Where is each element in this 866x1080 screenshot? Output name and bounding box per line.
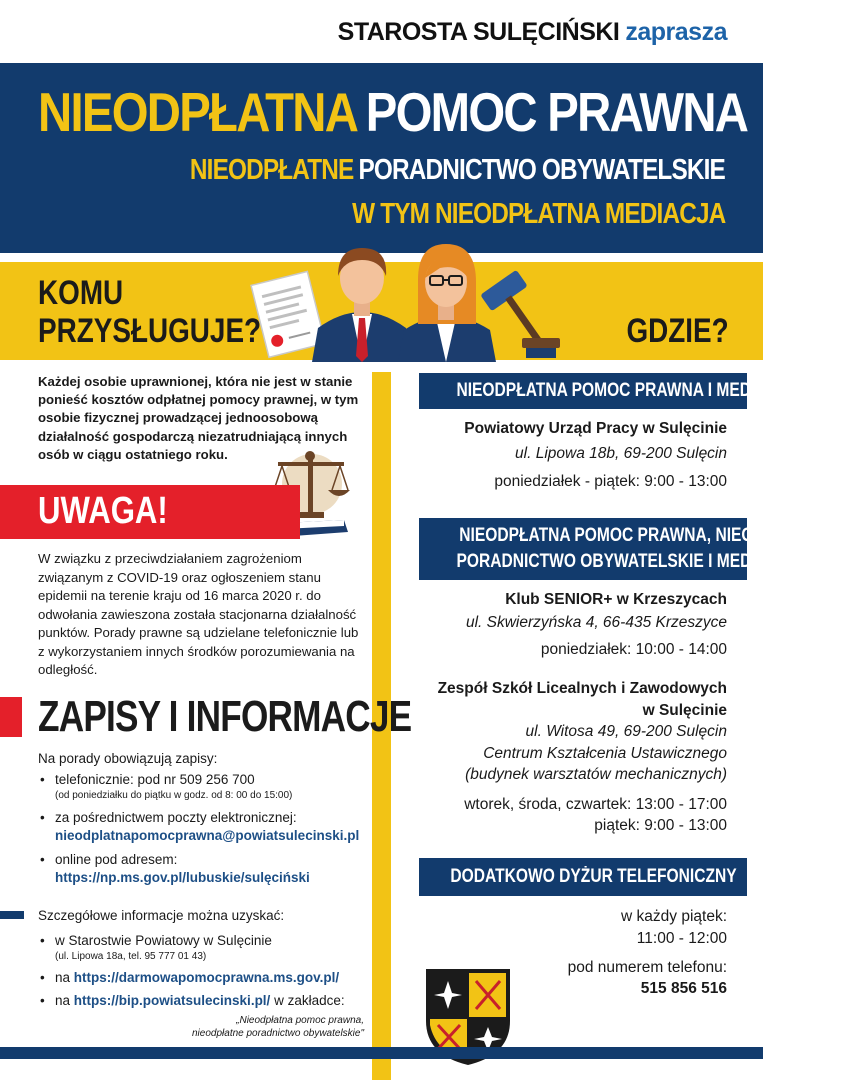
- phone-duty-time: 11:00 - 12:00: [636, 930, 727, 947]
- list-item: [38, 809, 378, 845]
- signup-list: [38, 771, 378, 893]
- eligibility-text: Każdej osobie uprawnionej, która nie jest w stanie ponieść kosztów odpłatnej pomocy prawnej, w tym osobie fizycznej prowadzącej jednoosobową działalność gospodarczą niezatrudniającą innych osób w ciągu ostatniego roku.: [38, 374, 359, 462]
- main-title: [38, 80, 747, 144]
- location-hours: wtorek, środa, czwartek: 13:00 - 17:00: [464, 796, 727, 813]
- info-office: w Starostwie Powiatowy w Sulęcinie: [55, 933, 272, 948]
- phone-duty-number-label: pod numerem telefonu:: [567, 959, 727, 976]
- location-section-label: PORADNICTWO OBYWATELSKIE I MEDIACJA: [456, 551, 799, 572]
- lawyers-illustration-icon: [240, 238, 560, 362]
- bip-tab-note: [150, 1014, 364, 1040]
- location-address: ul. Lipowa 18b, 69-200 Sulęcin: [515, 445, 727, 462]
- info-bip-link[interactable]: https://bip.powiatsulecinski.pl/: [73, 993, 271, 1008]
- main-title-yellow: NIEODPŁATNA: [38, 81, 358, 143]
- location-hours: piątek: 9:00 - 13:00: [594, 817, 727, 834]
- signup-email-label: za pośrednictwem poczty elektronicznej:: [55, 810, 297, 825]
- info-prefix: na: [55, 993, 71, 1008]
- location-name: Zespół Szkół Licealnych i Zawodowych: [437, 680, 727, 697]
- subtitle-advice: [190, 154, 725, 187]
- subtitle-advice-yellow: NIEODPŁATNE: [189, 154, 354, 186]
- location-address: ul. Skwierzyńska 4, 66-435 Krzeszyce: [465, 614, 727, 631]
- list-item: [38, 851, 378, 887]
- who-heading-line2: PRZYSŁUGUJE?: [38, 312, 262, 350]
- signup-phone-hours: (od poniedziałku do piątku w godz. od 8: 00 do 15:00): [55, 790, 293, 801]
- list-item: [38, 932, 378, 964]
- location-building: (budynek warsztatów mechanicznych): [465, 766, 727, 783]
- organizer-name: STAROSTA SULĘCIŃSKI: [337, 18, 620, 46]
- location-section-label: NIEODPŁATNA POMOC PRAWNA, NIEODPŁATNE: [459, 525, 826, 546]
- bip-tab-note-line2: nieodpłatne poradnictwo obywatelskie": [192, 1028, 364, 1039]
- list-item: [38, 969, 378, 987]
- who-heading-line1: KOMU: [38, 274, 124, 312]
- location-section-header: [419, 518, 826, 580]
- signup-online-link[interactable]: https://np.ms.gov.pl/lubuskie/sulęciński: [55, 870, 310, 885]
- location-name: Powiatowy Urząd Pracy w Sulęcinie: [464, 420, 727, 437]
- info-prefix: na: [55, 970, 71, 985]
- info-intro: Szczegółowe informacje można uzyskać:: [38, 908, 285, 923]
- organizer-line: [338, 18, 727, 47]
- who-heading: [38, 274, 261, 350]
- phone-duty-header: [419, 858, 747, 896]
- where-heading: GDZIE?: [626, 312, 729, 350]
- phone-duty-number: 515 856 516: [640, 980, 727, 997]
- location-hours: poniedziałek - piątek: 9:00 - 13:00: [494, 473, 727, 490]
- signup-heading: ZAPISY I INFORMACJE: [38, 692, 412, 741]
- location-name: Klub SENIOR+ w Krzeszycach: [505, 591, 727, 608]
- location-hours: poniedziałek: 10:00 - 14:00: [540, 641, 727, 658]
- signup-marker: [0, 697, 22, 737]
- info-bip-suffix: w zakładce:: [274, 993, 345, 1008]
- info-marker: [0, 911, 24, 919]
- info-list: [38, 932, 378, 1015]
- list-item: [38, 771, 378, 803]
- location-building: Centrum Kształcenia Ustawicznego: [483, 745, 727, 762]
- bip-tab-note-line1: „Nieodpłatna pomoc prawna,: [236, 1015, 364, 1026]
- location-section-header: [419, 373, 798, 409]
- location-section-label: NIEODPŁATNA POMOC PRAWNA I MEDIACJA: [456, 380, 798, 401]
- location-address: ul. Witosa 49, 69-200 Sulęcin: [525, 723, 727, 740]
- phone-duty-day: w każdy piątek:: [621, 908, 727, 925]
- info-office-address: (ul. Lipowa 18a, tel. 95 777 01 43): [55, 951, 207, 962]
- signup-email-link[interactable]: nieodplatnapomocprawna@powiatsulecinski.pl: [55, 828, 360, 843]
- bottom-bar: [0, 1047, 763, 1059]
- main-title-white: POMOC PRAWNA: [365, 81, 748, 143]
- location-name: w Sulęcinie: [642, 702, 727, 719]
- covid-notice: W związku z przeciwdziałaniem zagrożeniom związanym z COVID-19 oraz ogłoszeniem stanu epidemii na terenie kraju od 16 marca 2020 r. do odwołania zawieszona została stacjonarna działalność punktów. Porady prawne są udzielane telefonicznie lub z wykorzystaniem innych środków porozumiewania na odległość.: [38, 551, 359, 677]
- subtitle-advice-white: PORADNICTWO OBYWATELSKIE: [358, 154, 725, 186]
- info-ministry-link[interactable]: https://darmowapomocprawna.ms.gov.pl/: [73, 970, 340, 985]
- phone-duty-label: DODATKOWO DYŻUR TELEFONICZNY: [450, 866, 737, 887]
- signup-phone: telefonicznie: pod nr 509 256 700: [55, 772, 255, 787]
- invites-word: zaprasza: [625, 18, 727, 46]
- list-item: [38, 992, 378, 1010]
- subtitle-mediation: W TYM NIEODPŁATNA MEDIACJA: [351, 198, 725, 230]
- warning-heading: UWAGA!: [38, 490, 168, 532]
- signup-online-label: online pod adresem:: [55, 852, 178, 867]
- signup-intro: Na porady obowiązują zapisy:: [38, 751, 218, 766]
